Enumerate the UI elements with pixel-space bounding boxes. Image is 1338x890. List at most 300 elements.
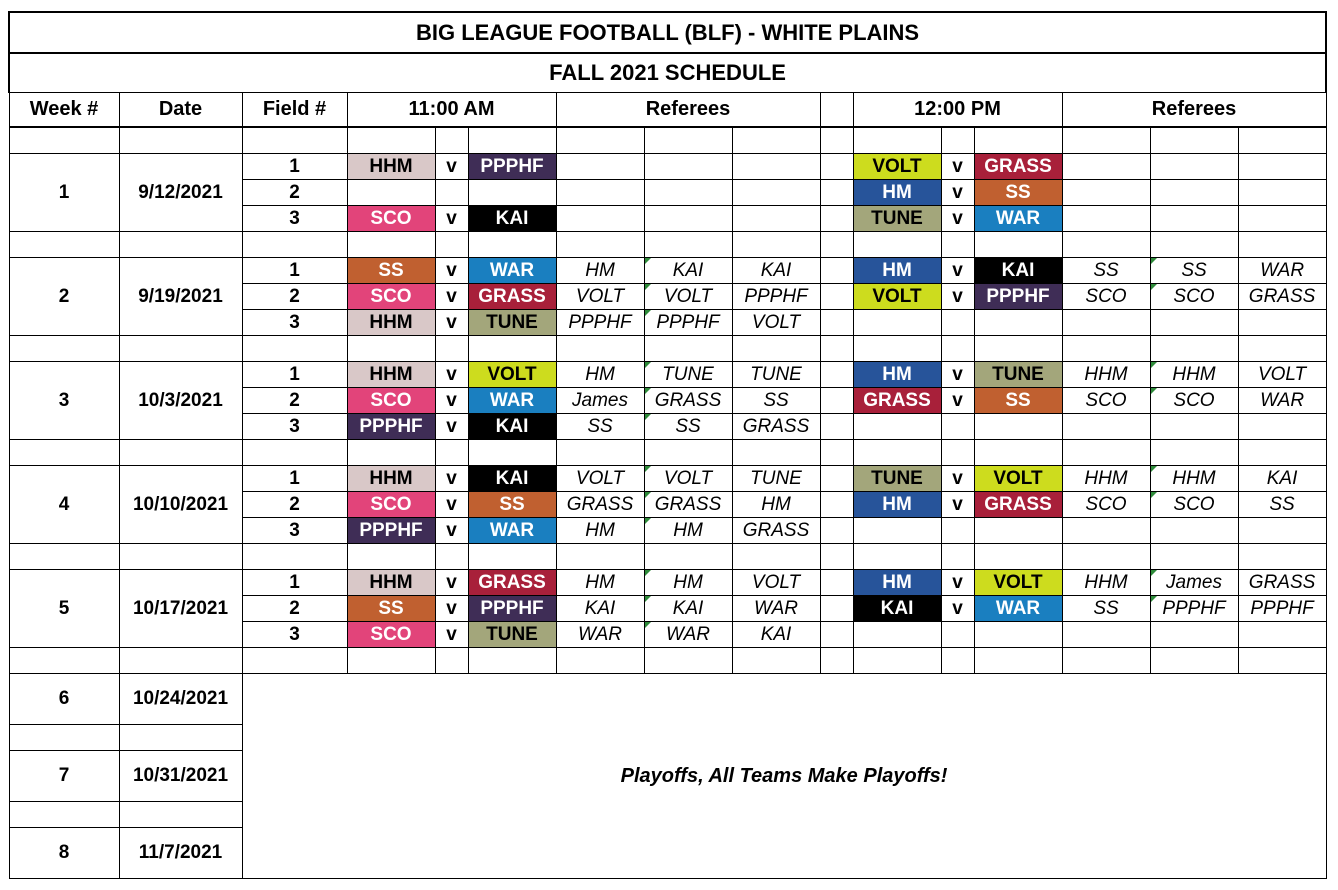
spacer-row (9, 231, 1326, 257)
referee-cell (732, 205, 820, 231)
referee-cell: VOLT (556, 283, 644, 309)
empty-cell (242, 231, 347, 257)
versus-label: v (941, 283, 974, 309)
team-cell: KAI (468, 413, 556, 439)
versus-label: v (435, 595, 468, 621)
empty-cell (242, 439, 347, 465)
spacer-cell (820, 309, 853, 335)
referee-cell: GRASS (1238, 569, 1326, 595)
versus-label: v (435, 361, 468, 387)
empty-cell (347, 127, 435, 153)
referee-cell (1238, 205, 1326, 231)
team-cell: HM (853, 569, 941, 595)
empty-cell (435, 127, 468, 153)
referee-cell: SCO (1062, 387, 1150, 413)
empty-cell (1062, 543, 1150, 569)
versus-label: v (435, 257, 468, 283)
versus-label (941, 309, 974, 335)
field-number: 1 (242, 257, 347, 283)
versus-label: v (435, 491, 468, 517)
team-cell (853, 621, 941, 647)
team-cell: VOLT (853, 153, 941, 179)
header-week: Week # (9, 92, 119, 127)
team-cell: HM (853, 491, 941, 517)
empty-cell (468, 543, 556, 569)
empty-cell (435, 231, 468, 257)
week-date: 10/24/2021 (119, 673, 242, 724)
referee-cell (1238, 153, 1326, 179)
team-cell (974, 413, 1062, 439)
team-cell: TUNE (974, 361, 1062, 387)
empty-cell (1238, 231, 1326, 257)
referee-cell (556, 179, 644, 205)
empty-cell (347, 335, 435, 361)
team-cell: TUNE (853, 205, 941, 231)
empty-cell (468, 647, 556, 673)
referee-cell (1062, 153, 1150, 179)
header-referees-pm: Referees (1062, 92, 1326, 127)
week-date: 10/17/2021 (119, 569, 242, 647)
spacer-cell (820, 153, 853, 179)
team-cell: PPPHF (347, 517, 435, 543)
empty-cell (1150, 543, 1238, 569)
referee-cell: HM (556, 361, 644, 387)
referee-cell: VOLT (732, 569, 820, 595)
team-cell: GRASS (974, 153, 1062, 179)
referee-cell (1062, 621, 1150, 647)
referee-cell: SS (732, 387, 820, 413)
referee-cell: HHM (1062, 569, 1150, 595)
empty-cell (1238, 543, 1326, 569)
referee-cell: HM (556, 569, 644, 595)
team-cell: SS (347, 257, 435, 283)
referee-cell: HHM (1150, 465, 1238, 491)
team-cell: PPPHF (468, 153, 556, 179)
empty-cell (853, 543, 941, 569)
field-number: 1 (242, 153, 347, 179)
empty-cell (242, 543, 347, 569)
team-cell: HM (853, 257, 941, 283)
referee-cell (1150, 309, 1238, 335)
empty-cell (853, 647, 941, 673)
empty-cell (974, 647, 1062, 673)
referee-cell: WAR (1238, 387, 1326, 413)
empty-cell (820, 647, 853, 673)
team-cell: GRASS (974, 491, 1062, 517)
empty-cell (941, 231, 974, 257)
referee-cell: PPPHF (732, 283, 820, 309)
versus-label: v (435, 309, 468, 335)
empty-cell (468, 439, 556, 465)
field-number: 3 (242, 205, 347, 231)
week-number: 6 (9, 673, 119, 724)
week-number: 3 (9, 361, 119, 439)
empty-cell (9, 801, 119, 827)
referee-cell: HM (556, 257, 644, 283)
referee-cell: KAI (1238, 465, 1326, 491)
empty-cell (820, 231, 853, 257)
empty-cell (242, 335, 347, 361)
empty-cell (853, 335, 941, 361)
team-cell: VOLT (974, 465, 1062, 491)
empty-cell (435, 439, 468, 465)
empty-cell (644, 439, 732, 465)
team-cell (974, 517, 1062, 543)
referee-cell: WAR (1238, 257, 1326, 283)
spacer-cell (820, 569, 853, 595)
empty-cell (732, 127, 820, 153)
empty-cell (732, 335, 820, 361)
referee-cell (1062, 517, 1150, 543)
empty-cell (468, 231, 556, 257)
referee-cell (1062, 179, 1150, 205)
team-cell: SCO (347, 387, 435, 413)
spacer-cell (820, 179, 853, 205)
referee-cell: HM (556, 517, 644, 543)
team-cell: HHM (347, 465, 435, 491)
team-cell: VOLT (853, 283, 941, 309)
spacer-cell (820, 361, 853, 387)
week-number: 8 (9, 827, 119, 878)
referee-cell: SCO (1150, 491, 1238, 517)
team-cell: KAI (468, 465, 556, 491)
team-cell: KAI (974, 257, 1062, 283)
referee-cell (1238, 621, 1326, 647)
empty-cell (974, 439, 1062, 465)
versus-label: v (941, 595, 974, 621)
team-cell: HHM (347, 153, 435, 179)
team-cell: SCO (347, 283, 435, 309)
referee-cell (1062, 413, 1150, 439)
referee-cell: VOLT (644, 465, 732, 491)
empty-cell (974, 543, 1062, 569)
referee-cell: KAI (732, 257, 820, 283)
field-number: 3 (242, 413, 347, 439)
versus-label: v (435, 387, 468, 413)
empty-cell (468, 127, 556, 153)
empty-cell (347, 231, 435, 257)
versus-label: v (435, 153, 468, 179)
empty-cell (941, 439, 974, 465)
game-row (9, 361, 1326, 387)
referee-cell: TUNE (732, 465, 820, 491)
versus-label (435, 179, 468, 205)
field-number: 3 (242, 309, 347, 335)
empty-cell (9, 724, 119, 750)
versus-label: v (435, 465, 468, 491)
team-cell: WAR (468, 517, 556, 543)
empty-cell (119, 543, 242, 569)
field-number: 2 (242, 179, 347, 205)
empty-cell (347, 439, 435, 465)
empty-cell (820, 127, 853, 153)
week-number: 2 (9, 257, 119, 335)
empty-cell (435, 335, 468, 361)
referee-cell (644, 205, 732, 231)
versus-label (941, 517, 974, 543)
referee-cell: SS (1062, 595, 1150, 621)
empty-cell (941, 647, 974, 673)
referee-cell: James (556, 387, 644, 413)
empty-cell (9, 543, 119, 569)
referee-cell: SS (556, 413, 644, 439)
referee-cell: WAR (732, 595, 820, 621)
versus-label: v (941, 361, 974, 387)
empty-cell (9, 647, 119, 673)
team-cell: HHM (347, 309, 435, 335)
week-date: 10/3/2021 (119, 361, 242, 439)
team-cell: SCO (347, 621, 435, 647)
week-date: 9/12/2021 (119, 153, 242, 231)
referee-cell: SS (1150, 257, 1238, 283)
versus-label: v (435, 283, 468, 309)
referee-cell: TUNE (732, 361, 820, 387)
week-number: 5 (9, 569, 119, 647)
empty-cell (941, 127, 974, 153)
week-number: 4 (9, 465, 119, 543)
empty-cell (9, 439, 119, 465)
referee-cell (644, 153, 732, 179)
versus-label: v (941, 257, 974, 283)
empty-cell (119, 335, 242, 361)
empty-cell (853, 231, 941, 257)
team-cell: HM (853, 179, 941, 205)
empty-cell (556, 231, 644, 257)
spacer-row (9, 335, 1326, 361)
referee-cell: SS (644, 413, 732, 439)
referee-cell: PPPHF (644, 309, 732, 335)
header-slot-1100: 11:00 AM (347, 92, 556, 127)
empty-cell (556, 647, 644, 673)
spacer-cell (820, 283, 853, 309)
empty-cell (1150, 439, 1238, 465)
referee-cell (1150, 153, 1238, 179)
empty-cell (644, 231, 732, 257)
referee-cell: KAI (644, 595, 732, 621)
team-cell: SCO (347, 491, 435, 517)
team-cell: WAR (468, 387, 556, 413)
referee-cell (556, 205, 644, 231)
referee-cell (1238, 179, 1326, 205)
referee-cell (1150, 205, 1238, 231)
field-number: 1 (242, 465, 347, 491)
field-number: 2 (242, 283, 347, 309)
team-cell: GRASS (853, 387, 941, 413)
empty-cell (1238, 127, 1326, 153)
referee-cell: VOLT (732, 309, 820, 335)
spacer-cell (820, 465, 853, 491)
referee-cell: PPPHF (1238, 595, 1326, 621)
spacer-cell (820, 517, 853, 543)
empty-cell (644, 543, 732, 569)
spacer-row (9, 543, 1326, 569)
referee-cell (1150, 179, 1238, 205)
field-number: 3 (242, 517, 347, 543)
empty-cell (644, 127, 732, 153)
referee-cell: GRASS (556, 491, 644, 517)
team-cell: WAR (974, 595, 1062, 621)
empty-cell (853, 439, 941, 465)
versus-label: v (941, 387, 974, 413)
header-date: Date (119, 92, 242, 127)
team-cell: SS (468, 491, 556, 517)
field-number: 2 (242, 595, 347, 621)
empty-cell (1062, 231, 1150, 257)
empty-cell (820, 335, 853, 361)
team-cell: VOLT (468, 361, 556, 387)
team-cell (853, 413, 941, 439)
team-cell: GRASS (468, 569, 556, 595)
team-cell: TUNE (468, 309, 556, 335)
referee-cell: SCO (1062, 491, 1150, 517)
empty-cell (1150, 231, 1238, 257)
empty-cell (556, 127, 644, 153)
versus-label (941, 621, 974, 647)
team-cell: GRASS (468, 283, 556, 309)
referee-cell: KAI (556, 595, 644, 621)
empty-cell (732, 231, 820, 257)
empty-cell (974, 335, 1062, 361)
team-cell: PPPHF (974, 283, 1062, 309)
team-cell: HM (853, 361, 941, 387)
spacer-row (9, 439, 1326, 465)
empty-cell (820, 543, 853, 569)
field-number: 3 (242, 621, 347, 647)
spacer-cell (820, 205, 853, 231)
spacer-row (9, 647, 1326, 673)
referee-cell: HM (644, 569, 732, 595)
referee-cell (644, 179, 732, 205)
referee-cell (1238, 413, 1326, 439)
versus-label: v (435, 205, 468, 231)
referee-cell (732, 153, 820, 179)
empty-cell (1062, 439, 1150, 465)
referee-cell: GRASS (644, 387, 732, 413)
spacer-cell (820, 491, 853, 517)
empty-cell (9, 127, 119, 153)
empty-cell (556, 335, 644, 361)
team-cell: WAR (974, 205, 1062, 231)
playoff-week-row (9, 673, 1326, 724)
empty-cell (556, 543, 644, 569)
spacer-row (9, 127, 1326, 153)
versus-label: v (941, 465, 974, 491)
referee-cell (1062, 205, 1150, 231)
empty-cell (732, 543, 820, 569)
versus-label: v (941, 153, 974, 179)
referee-cell: GRASS (1238, 283, 1326, 309)
empty-cell (119, 127, 242, 153)
referee-cell: PPPHF (556, 309, 644, 335)
versus-label: v (435, 621, 468, 647)
team-cell: SCO (347, 205, 435, 231)
week-date: 10/31/2021 (119, 750, 242, 801)
versus-label: v (941, 179, 974, 205)
referee-cell (1150, 413, 1238, 439)
referee-cell (1238, 517, 1326, 543)
week-number: 1 (9, 153, 119, 231)
referee-cell: WAR (644, 621, 732, 647)
team-cell: KAI (853, 595, 941, 621)
referee-cell: VOLT (1238, 361, 1326, 387)
empty-cell (941, 335, 974, 361)
team-cell (974, 309, 1062, 335)
header-row (9, 92, 1326, 127)
empty-cell (242, 647, 347, 673)
versus-label (941, 413, 974, 439)
empty-cell (644, 647, 732, 673)
team-cell (853, 517, 941, 543)
schedule-title: BIG LEAGUE FOOTBALL (BLF) - WHITE PLAINS (9, 12, 1326, 53)
referee-cell: GRASS (732, 413, 820, 439)
field-number: 1 (242, 569, 347, 595)
empty-cell (468, 335, 556, 361)
team-cell: PPPHF (347, 413, 435, 439)
game-row (9, 257, 1326, 283)
empty-cell (119, 647, 242, 673)
referee-cell (732, 179, 820, 205)
spacer-cell (820, 595, 853, 621)
team-cell: KAI (468, 205, 556, 231)
versus-label: v (435, 413, 468, 439)
empty-cell (974, 127, 1062, 153)
empty-cell (1238, 335, 1326, 361)
team-cell: SS (974, 179, 1062, 205)
referee-cell: SS (1238, 491, 1326, 517)
spacer-cell (820, 413, 853, 439)
empty-cell (9, 231, 119, 257)
versus-label: v (941, 569, 974, 595)
team-cell: SS (974, 387, 1062, 413)
empty-cell (242, 127, 347, 153)
spacer-cell (820, 621, 853, 647)
header-referees-am: Referees (556, 92, 820, 127)
header-field: Field # (242, 92, 347, 127)
field-number: 1 (242, 361, 347, 387)
referee-cell (1150, 621, 1238, 647)
empty-cell (974, 231, 1062, 257)
playoffs-message: Playoffs, All Teams Make Playoffs! (242, 673, 1326, 878)
schedule-subtitle: FALL 2021 SCHEDULE (9, 53, 1326, 92)
empty-cell (119, 439, 242, 465)
game-row (9, 153, 1326, 179)
referee-cell: GRASS (732, 517, 820, 543)
referee-cell (556, 153, 644, 179)
referee-cell: SCO (1062, 283, 1150, 309)
spacer-cell (820, 257, 853, 283)
empty-cell (1150, 647, 1238, 673)
empty-cell (1150, 335, 1238, 361)
empty-cell (1062, 127, 1150, 153)
referee-cell: VOLT (644, 283, 732, 309)
versus-label: v (435, 517, 468, 543)
empty-cell (1150, 127, 1238, 153)
referee-cell: SCO (1150, 283, 1238, 309)
referee-cell: HM (732, 491, 820, 517)
referee-cell: KAI (644, 257, 732, 283)
referee-cell: PPPHF (1150, 595, 1238, 621)
referee-cell: HM (644, 517, 732, 543)
empty-cell (1062, 335, 1150, 361)
versus-label: v (941, 491, 974, 517)
empty-cell (853, 127, 941, 153)
team-cell (468, 179, 556, 205)
team-cell: SS (347, 595, 435, 621)
referee-cell (1238, 309, 1326, 335)
referee-cell: VOLT (556, 465, 644, 491)
empty-cell (1238, 647, 1326, 673)
empty-cell (644, 335, 732, 361)
